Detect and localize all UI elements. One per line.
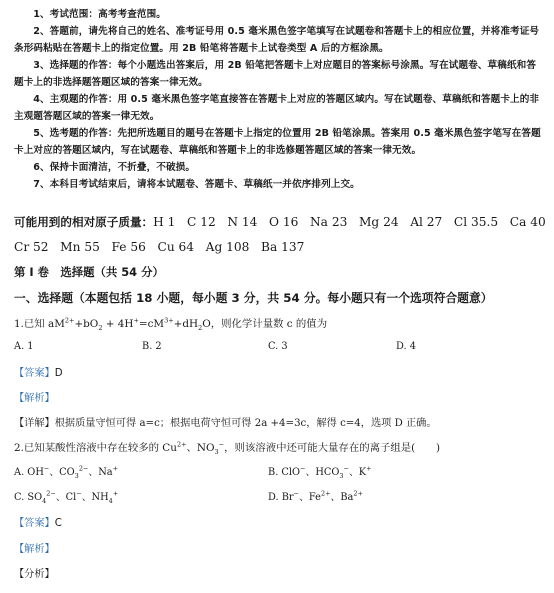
atomic-masses-row2: Cr 52 Mn 55 Fe 56 Cu 64 Ag 108 Ba 137: [14, 240, 305, 254]
instruction-4: 4、主观题的作答：用 0.5 毫米黑色签字笔直接答在答题卡上对应的答题区域内。写在试题卷、草稿纸和答题卡上的非主观题答题区域的答案一律无效。: [14, 94, 540, 122]
q2-option-d: D. Br−、$Fe^{2+}$、$Ba^{2+}$: [268, 489, 363, 503]
instruction-2: 2、答题前，请先将自己的姓名、准考证号用 0.5 毫米黑色签字笔填写在试题卷和答题卡上的相应位置，并将准考证号条形码粘贴在答题卡上的指定位置。用 2B 铅笔将答题卡上试卷类型 A 后的方框涂黑。: [14, 26, 540, 54]
instruction-3: 3、选择题的作答：每个小题选出答案后，用 2B 铅笔把答题卡上对应题目的答案标号涂黑。写在试题卷、草稿纸和答题卡上的非选择题答题区域的答案一律无效。: [14, 60, 537, 88]
atomic-masses-label: 可能用到的相对原子质量：: [14, 215, 154, 229]
q2-answer: 【答案】C: [14, 518, 62, 529]
instruction-5: 5、选考题的作答：先把所选题目的题号在答题卡上指定的位置用 2B 铅笔涂黑。答案用 0.5 毫米黑色签字笔写在答题卡上对应的答题区域内，写在试题卷、草稿纸和答题卡上的非选修题答题区域的答案一律无效。: [14, 128, 541, 156]
exam-instructions: [14, 6, 542, 193]
q2-option-b: B. ClO−、$HCO_3^-$、K+: [268, 464, 372, 480]
instruction-1: 1、考试范围：高考考查范围。: [33, 9, 166, 20]
q1-option-c: C. 3: [268, 341, 288, 352]
q2-option-c: C. $SO_4^{2-}$、Cl−、$NH_4^+$: [14, 489, 119, 505]
q1-answer: 【答案】D: [14, 368, 63, 379]
q1-option-d: D. 4: [396, 341, 416, 352]
q2-analysis-tag: 【解析】: [14, 544, 55, 555]
question-1-stem: 1.已知 $aM^{2+}+bO_2 + 4H^+=cM^{3+}+dH_2O$，则化学计量数 c 的值为: [14, 316, 328, 333]
section-title: 第 I 卷 选择题（共 54 分）: [14, 265, 164, 279]
q1-analysis-tag: 【解析】: [14, 393, 55, 404]
q2-option-a: A. OH−、$CO_3^{2-}$、Na+: [14, 464, 119, 480]
part-title: 一、选择题（本题包括 18 小题，每小题 3 分，共 54 分。每小题只有一个选项符合题意）: [14, 291, 493, 305]
q1-detail: 【详解】根据质量守恒可得 a=c；根据电荷守恒可得 2a +4=3c，解得 c=4，选项 D 正确。: [14, 418, 437, 429]
q2-fenxi-tag: 【分析】: [14, 569, 55, 580]
q1-option-a: A. 1: [14, 341, 34, 352]
question-2-stem: 2.已知某酸性溶液中存在较多的 $Cu^{2+}$、$NO_3^-$，则该溶液中还可能大量存在的离子组是( ): [14, 440, 441, 457]
atomic-masses-row1: H 1 C 12 N 14 O 16 Na 23 Mg 24 Al 27 Cl 35.5 Ca 40: [153, 215, 546, 229]
instruction-7: 7、本科目考试结束后，请将本试题卷、答题卡、草稿纸一并依序排列上交。: [33, 179, 360, 190]
q1-option-b: B. 2: [142, 341, 162, 352]
instruction-6: 6、保持卡面清洁，不折叠，不破损。: [33, 162, 196, 173]
atomic-masses: [14, 210, 544, 260]
